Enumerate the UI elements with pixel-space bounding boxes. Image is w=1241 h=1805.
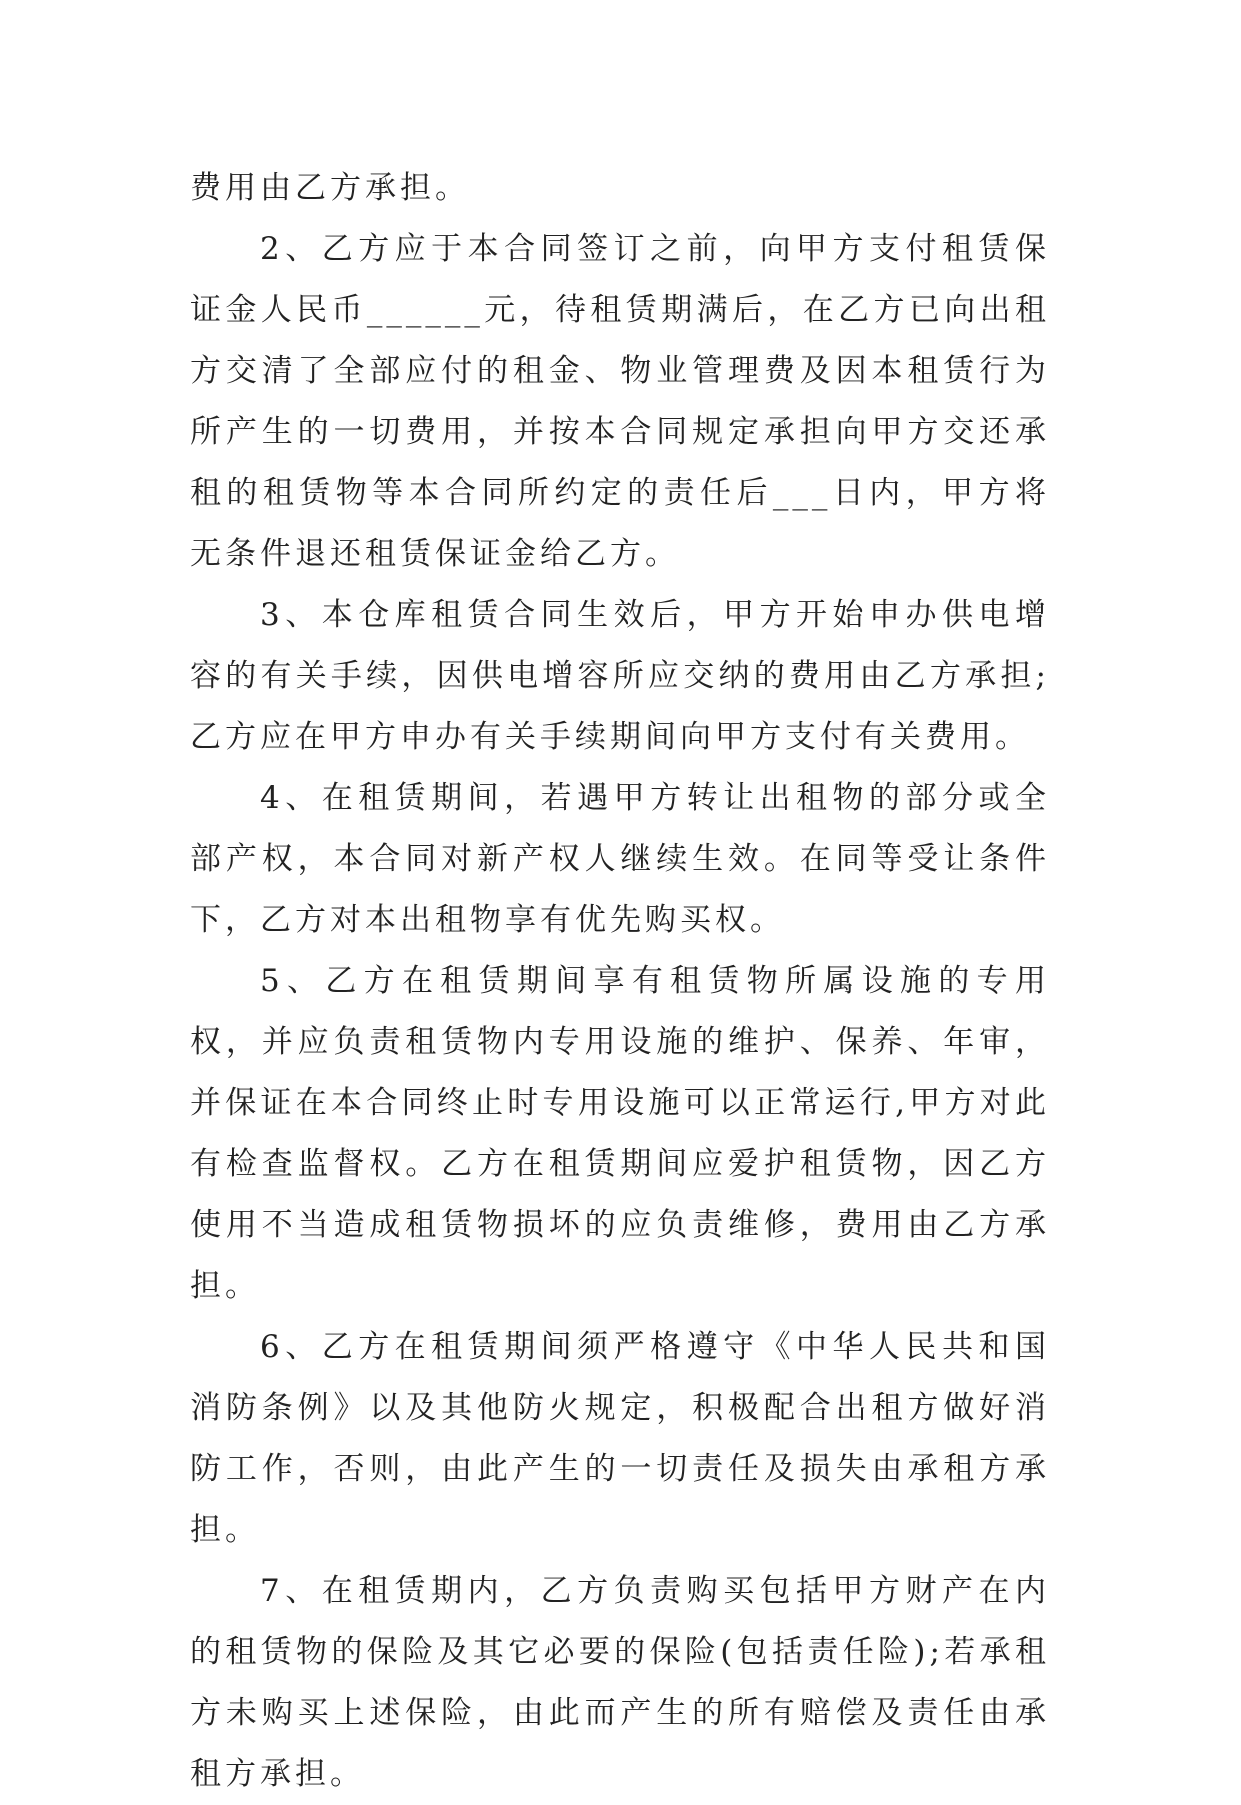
paragraph-clause-4: 4、在租赁期间，若遇甲方转让出租物的部分或全部产权，本合同对新产权人继续生效。在同等受让条件下，乙方对本出租物享有优先购买权。 — [190, 780, 1050, 938]
paragraph-clause-6: 6、乙方在租赁期间须严格遵守《中华人民共和国消防条例》以及其他防火规定，积极配合出租方做好消防工作，否则，由此产生的一切责任及损失由承租方承担。 — [190, 1329, 1050, 1548]
contract-text-body — [190, 158, 1050, 1805]
paragraph-clause-7: 7、在租赁期内，乙方负责购买包括甲方财产在内的租赁物的保险及其它必要的保险(包括责任险);若承租方未购买上述保险，由此而产生的所有赔偿及责任由承租方承担。 — [190, 1573, 1050, 1792]
paragraph-clause-5: 5、乙方在租赁期间享有租赁物所属设施的专用权，并应负责租赁物内专用设施的维护、保养、年审，并保证在本合同终止时专用设施可以正常运行,甲方对此有检查监督权。乙方在租赁期间应爱护租赁物，因乙方使用不当造成租赁物损坏的应负责维修，费用由乙方承担。 — [190, 963, 1050, 1304]
paragraph-clause-3: 3、本仓库租赁合同生效后，甲方开始申办供电增容的有关手续，因供电增容所应交纳的费用由乙方承担;乙方应在甲方申办有关手续期间向甲方支付有关费用。 — [190, 597, 1050, 755]
paragraph-continuation: 费用由乙方承担。 — [190, 170, 470, 206]
paragraph-clause-2: 2、乙方应于本合同签订之前，向甲方支付租赁保证金人民币______元，待租赁期满后，在乙方已向出租方交清了全部应付的租金、物业管理费及因本租赁行为所产生的一切费用，并按本合同规定承担向甲方交还承租的租赁物等本合同所约定的责任后___日内，甲方将无条件退还租赁保证金给乙方。 — [190, 231, 1050, 572]
